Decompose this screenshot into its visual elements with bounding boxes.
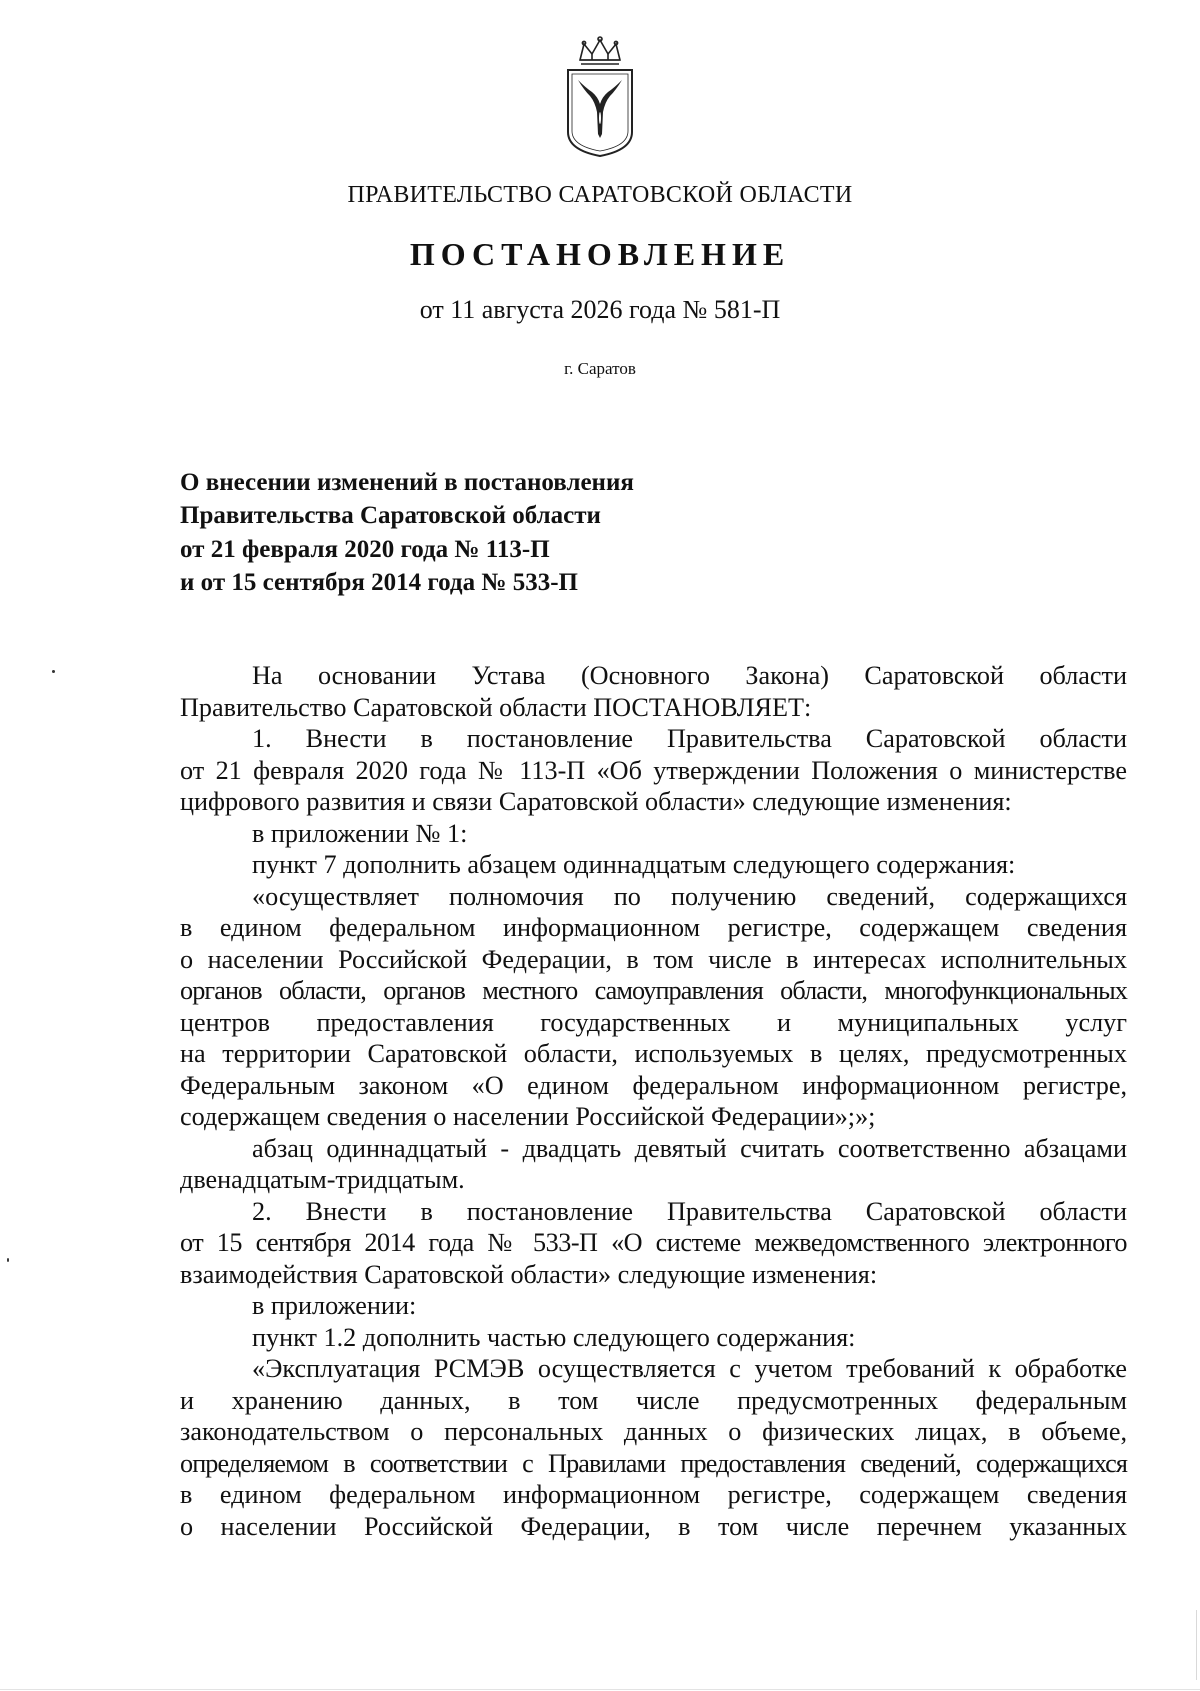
body-line: и хранению данных, в том числе предусмотренных федеральным bbox=[180, 1385, 1127, 1415]
scan-speck bbox=[52, 670, 55, 673]
saratov-coat-of-arms-icon bbox=[562, 34, 638, 158]
body-line: от 15 сентября 2014 года № 533-П «О системе межведомственного электронного bbox=[180, 1228, 1127, 1257]
body-line: законодательством о персональных данных о физических лицах, в объеме, bbox=[180, 1417, 1127, 1446]
body-line: взаимодействия Саратовской области» следующие изменения: bbox=[180, 1259, 878, 1289]
document-type: ПОСТАНОВЛЕНИЕ bbox=[409, 236, 791, 272]
body-line: Федеральным законом «О едином федеральном информационном регистре, bbox=[180, 1070, 1127, 1100]
body-line: «осуществляет полномочия по получению сведений, содержащихся bbox=[252, 881, 1127, 911]
body-line: о населении Российской Федерации, в том числе перечнем указанных bbox=[180, 1511, 1127, 1541]
body-line: центров предоставления государственных и муниципальных услуг bbox=[180, 1007, 1127, 1037]
scan-edge bbox=[0, 1689, 1200, 1690]
document-subject bbox=[180, 466, 880, 599]
body-line: определяемом в соответствии с Правилами предоставления сведений, содержащихся bbox=[180, 1448, 1127, 1478]
document-body bbox=[180, 660, 1127, 1542]
body-line: от 21 февраля 2020 года № 113-П «Об утверждении Положения о министерстве bbox=[180, 755, 1127, 785]
document-date-number: от 11 августа 2026 года № 581-П bbox=[419, 295, 781, 324]
body-line: абзац одиннадцатый - двадцать девятый считать соответственно абзацами bbox=[252, 1133, 1127, 1163]
body-line: в едином федеральном информационном регистре, содержащем сведения bbox=[180, 913, 1127, 942]
document-city: г. Саратов bbox=[564, 359, 636, 378]
subject-line: от 21 февраля 2020 года № 113-П bbox=[180, 535, 550, 563]
body-line: 1. Внести в постановление Правительства Саратовской области bbox=[252, 724, 1127, 753]
body-line: в приложении № 1: bbox=[252, 818, 468, 848]
body-line: Правительство Саратовской области ПОСТАНОВЛЯЕТ: bbox=[180, 692, 812, 722]
body-line: цифрового развития и связи Саратовской области» следующие изменения: bbox=[180, 787, 1012, 816]
scan-edge bbox=[1196, 1610, 1197, 1680]
body-line: на территории Саратовской области, используемых в целях, предусмотренных bbox=[180, 1039, 1127, 1068]
government-name: ПРАВИТЕЛЬСТВО САРАТОВСКОЙ ОБЛАСТИ bbox=[347, 182, 853, 208]
body-line: двенадцатым-тридцатым. bbox=[180, 1165, 465, 1194]
subject-line: и от 15 сентября 2014 года № 533-П bbox=[180, 568, 578, 596]
body-line: в едином федеральном информационном регистре, содержащем сведения bbox=[180, 1480, 1127, 1509]
subject-line: О внесении изменений в постановления bbox=[180, 469, 634, 496]
body-line: пункт 1.2 дополнить частью следующего содержания: bbox=[252, 1322, 856, 1352]
body-line: «Эксплуатация РСМЭВ осуществляется с учетом требований к обработке bbox=[252, 1354, 1127, 1383]
body-line: содержащем сведения о населении Российской Федерации»;»; bbox=[180, 1102, 876, 1131]
body-line: о населении Российской Федерации, в том числе в интересах исполнительных bbox=[180, 944, 1127, 974]
body-line: пункт 7 дополнить абзацем одиннадцатым следующего содержания: bbox=[252, 850, 1016, 879]
body-line: 2. Внести в постановление Правительства Саратовской области bbox=[252, 1196, 1127, 1226]
body-line: На основании Устава (Основного Закона) Саратовской области bbox=[252, 661, 1127, 690]
body-line: органов области, органов местного самоуправления области, многофункциональных bbox=[180, 976, 1127, 1005]
subject-line: Правительства Саратовской области bbox=[180, 502, 601, 530]
scan-speck bbox=[7, 1258, 9, 1262]
body-line: в приложении: bbox=[252, 1291, 417, 1320]
